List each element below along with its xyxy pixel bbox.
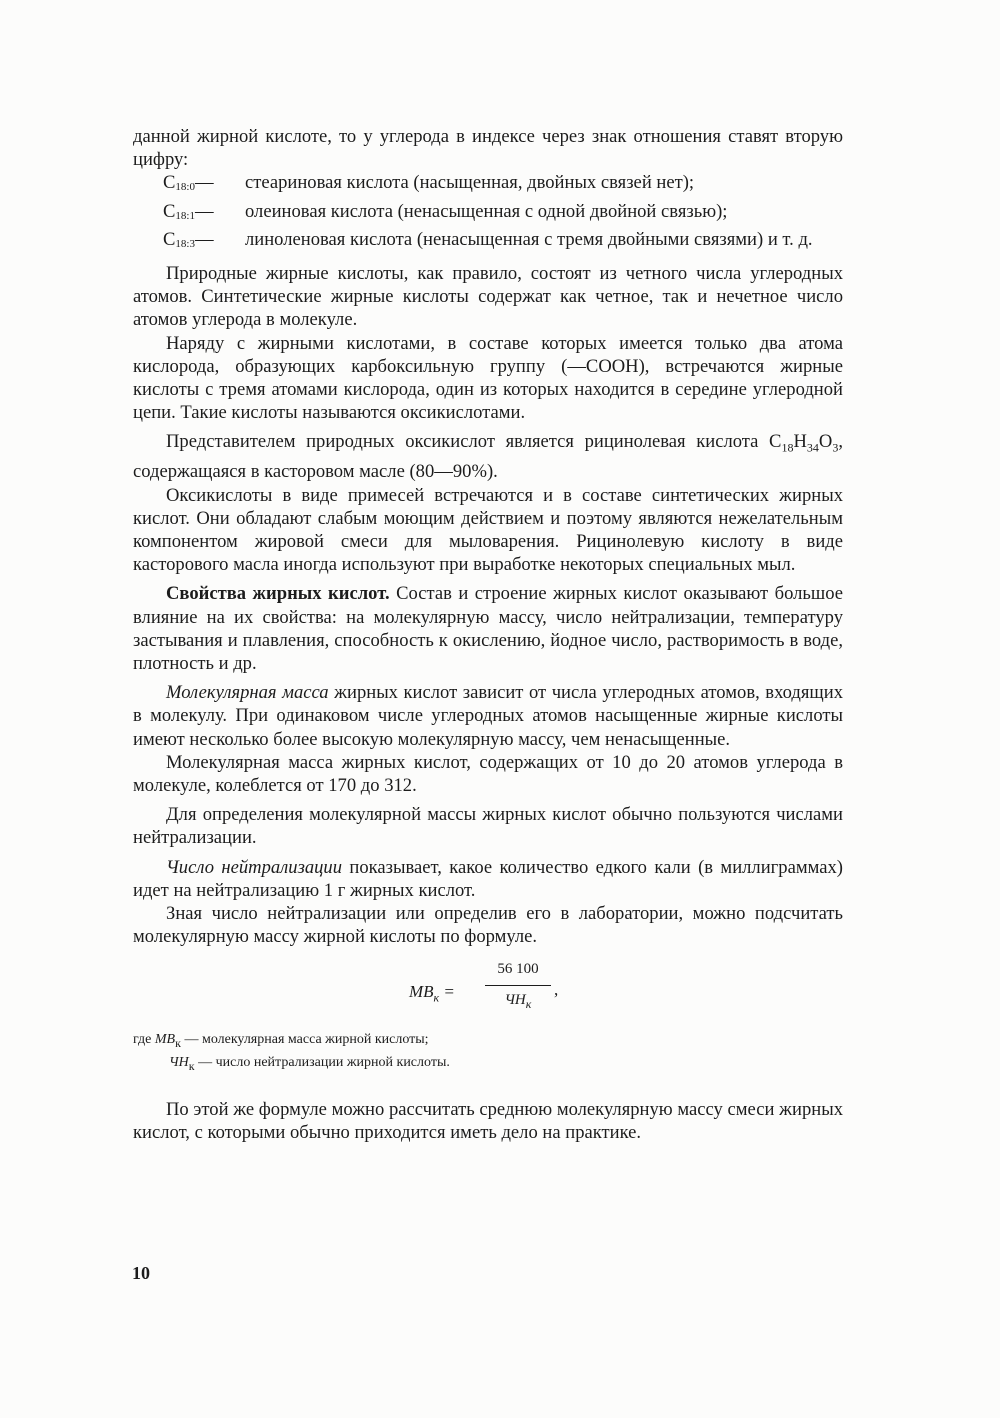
paragraph-neutralization: Число нейтрализации показывает, какое количество едкого кали (в миллиграммах) идет на нейтрализацию 1 г жирных кислот. [133,856,843,901]
section-heading: Свойства жирных кислот. [166,583,390,605]
definition-c18-1 [163,200,843,228]
legend-line-mb: где $MB_к$ — молекулярная масса жирной кислоты; [133,1032,429,1051]
formula-fraction [485,958,551,1015]
term-neutralization-number: Число нейтрализации [166,856,343,878]
definition-symbol: $C_{18:1}—$ [163,200,214,222]
definition-text: олеиновая кислота (ненасыщенная с одной двойной связью); [245,200,728,222]
paragraph-properties: Свойства жирных кислот. Состав и строение жирных кислот оказывают большое влияние на их свойства: на молекулярную массу, число нейтрализации, температуру застывания и плавления, способность к окислению, йодное число, растворимость в воде, плотность и др. [133,583,843,674]
page-number: 10 [132,1263,150,1283]
paragraph-impurities: Оксикислоты в виде примесей встречаются и в составе синтетических жирных кислот. Они обладают слабым моющим действием и поэтому являются нежелательным компонентом жировой смеси для мыловарения. Рицинолевую кислоту в виде касторового масла иногда используют при выработке некоторых специальных мыл. [133,484,843,576]
paragraph-mass-range: Молекулярная масса жирных кислот, содержащих от 10 до 20 атомов углерода в молекуле, колеблется от 170 до 312. [133,751,843,796]
formula-numerator: 56 100 [485,958,551,985]
definition-symbol: $C_{18:3}—$ [163,228,214,250]
paragraph-oxyacids: Наряду с жирными кислотами, в составе которых имеется только два атома кислорода, образующих карбоксильную группу (—СООН), встречаются жирные кислоты с тремя атомами кислорода, один из которых находится в середине углеродной цепи. Такие кислоты называются оксикислотами. [133,332,843,424]
intro-text: данной жирной кислоте, то у углерода в индексе через знак отношения ставят вторую цифру: [133,126,843,171]
paragraph-formula-intro: Зная число нейтрализации или определив его в лаборатории, можно подсчитать молекулярную массу жирной кислоты по формуле. [133,903,843,948]
definition-symbol: $C_{18:0}—$ [163,172,214,194]
formula-lhs: $MB_к$ = [409,982,455,1005]
definition-c18-3 [163,228,843,256]
term-molecular-mass: Молекулярная масса [166,682,329,704]
paragraph-ricinoleic: Представителем природных оксикислот является рицинолевая кислота $C_{18}H_{34}O_3$, содержащаяся в касторовом масле (80—90%). [133,431,843,483]
formula [133,958,843,1026]
page-body [133,125,843,1144]
paragraph-determination: Для определения молекулярной массы жирных кислот обычно пользуются числами нейтрализации. [133,804,843,849]
formula-comma: , [554,980,559,1000]
formula-denominator: $ЧН_к$ [504,991,532,1011]
paragraph-natural-acids: Природные жирные кислоты, как правило, состоят из четного числа углеродных атомов. Синтетические жирные кислоты содержат как четное, так и нечетное число атомов углерода в молекуле. [133,263,843,331]
formula-legend [133,1030,843,1076]
paragraph-average-mass: По этой же формуле можно рассчитать среднюю молекулярную массу смеси жирных кислот, с которыми обычно приходится иметь дело на практике. [133,1099,843,1144]
legend-line-chn: $ЧН_к$ — число нейтрализации жирной кислоты. [169,1055,450,1074]
definition-c18-0 [163,171,843,199]
definition-text: стеариновая кислота (насыщенная, двойных связей нет); [245,172,695,194]
definition-text: линоленовая кислота (ненасыщенная с тремя двойными связями) и т. д. [245,228,813,250]
paragraph-molecular-mass: Молекулярная масса жирных кислот зависит от числа углеродных атомов, входящих в молекулу. При одинаковом числе углеродных атомов насыщенные жирные кислоты имеют несколько более высокую молекулярную массу, чем ненасыщенные. [133,682,843,750]
